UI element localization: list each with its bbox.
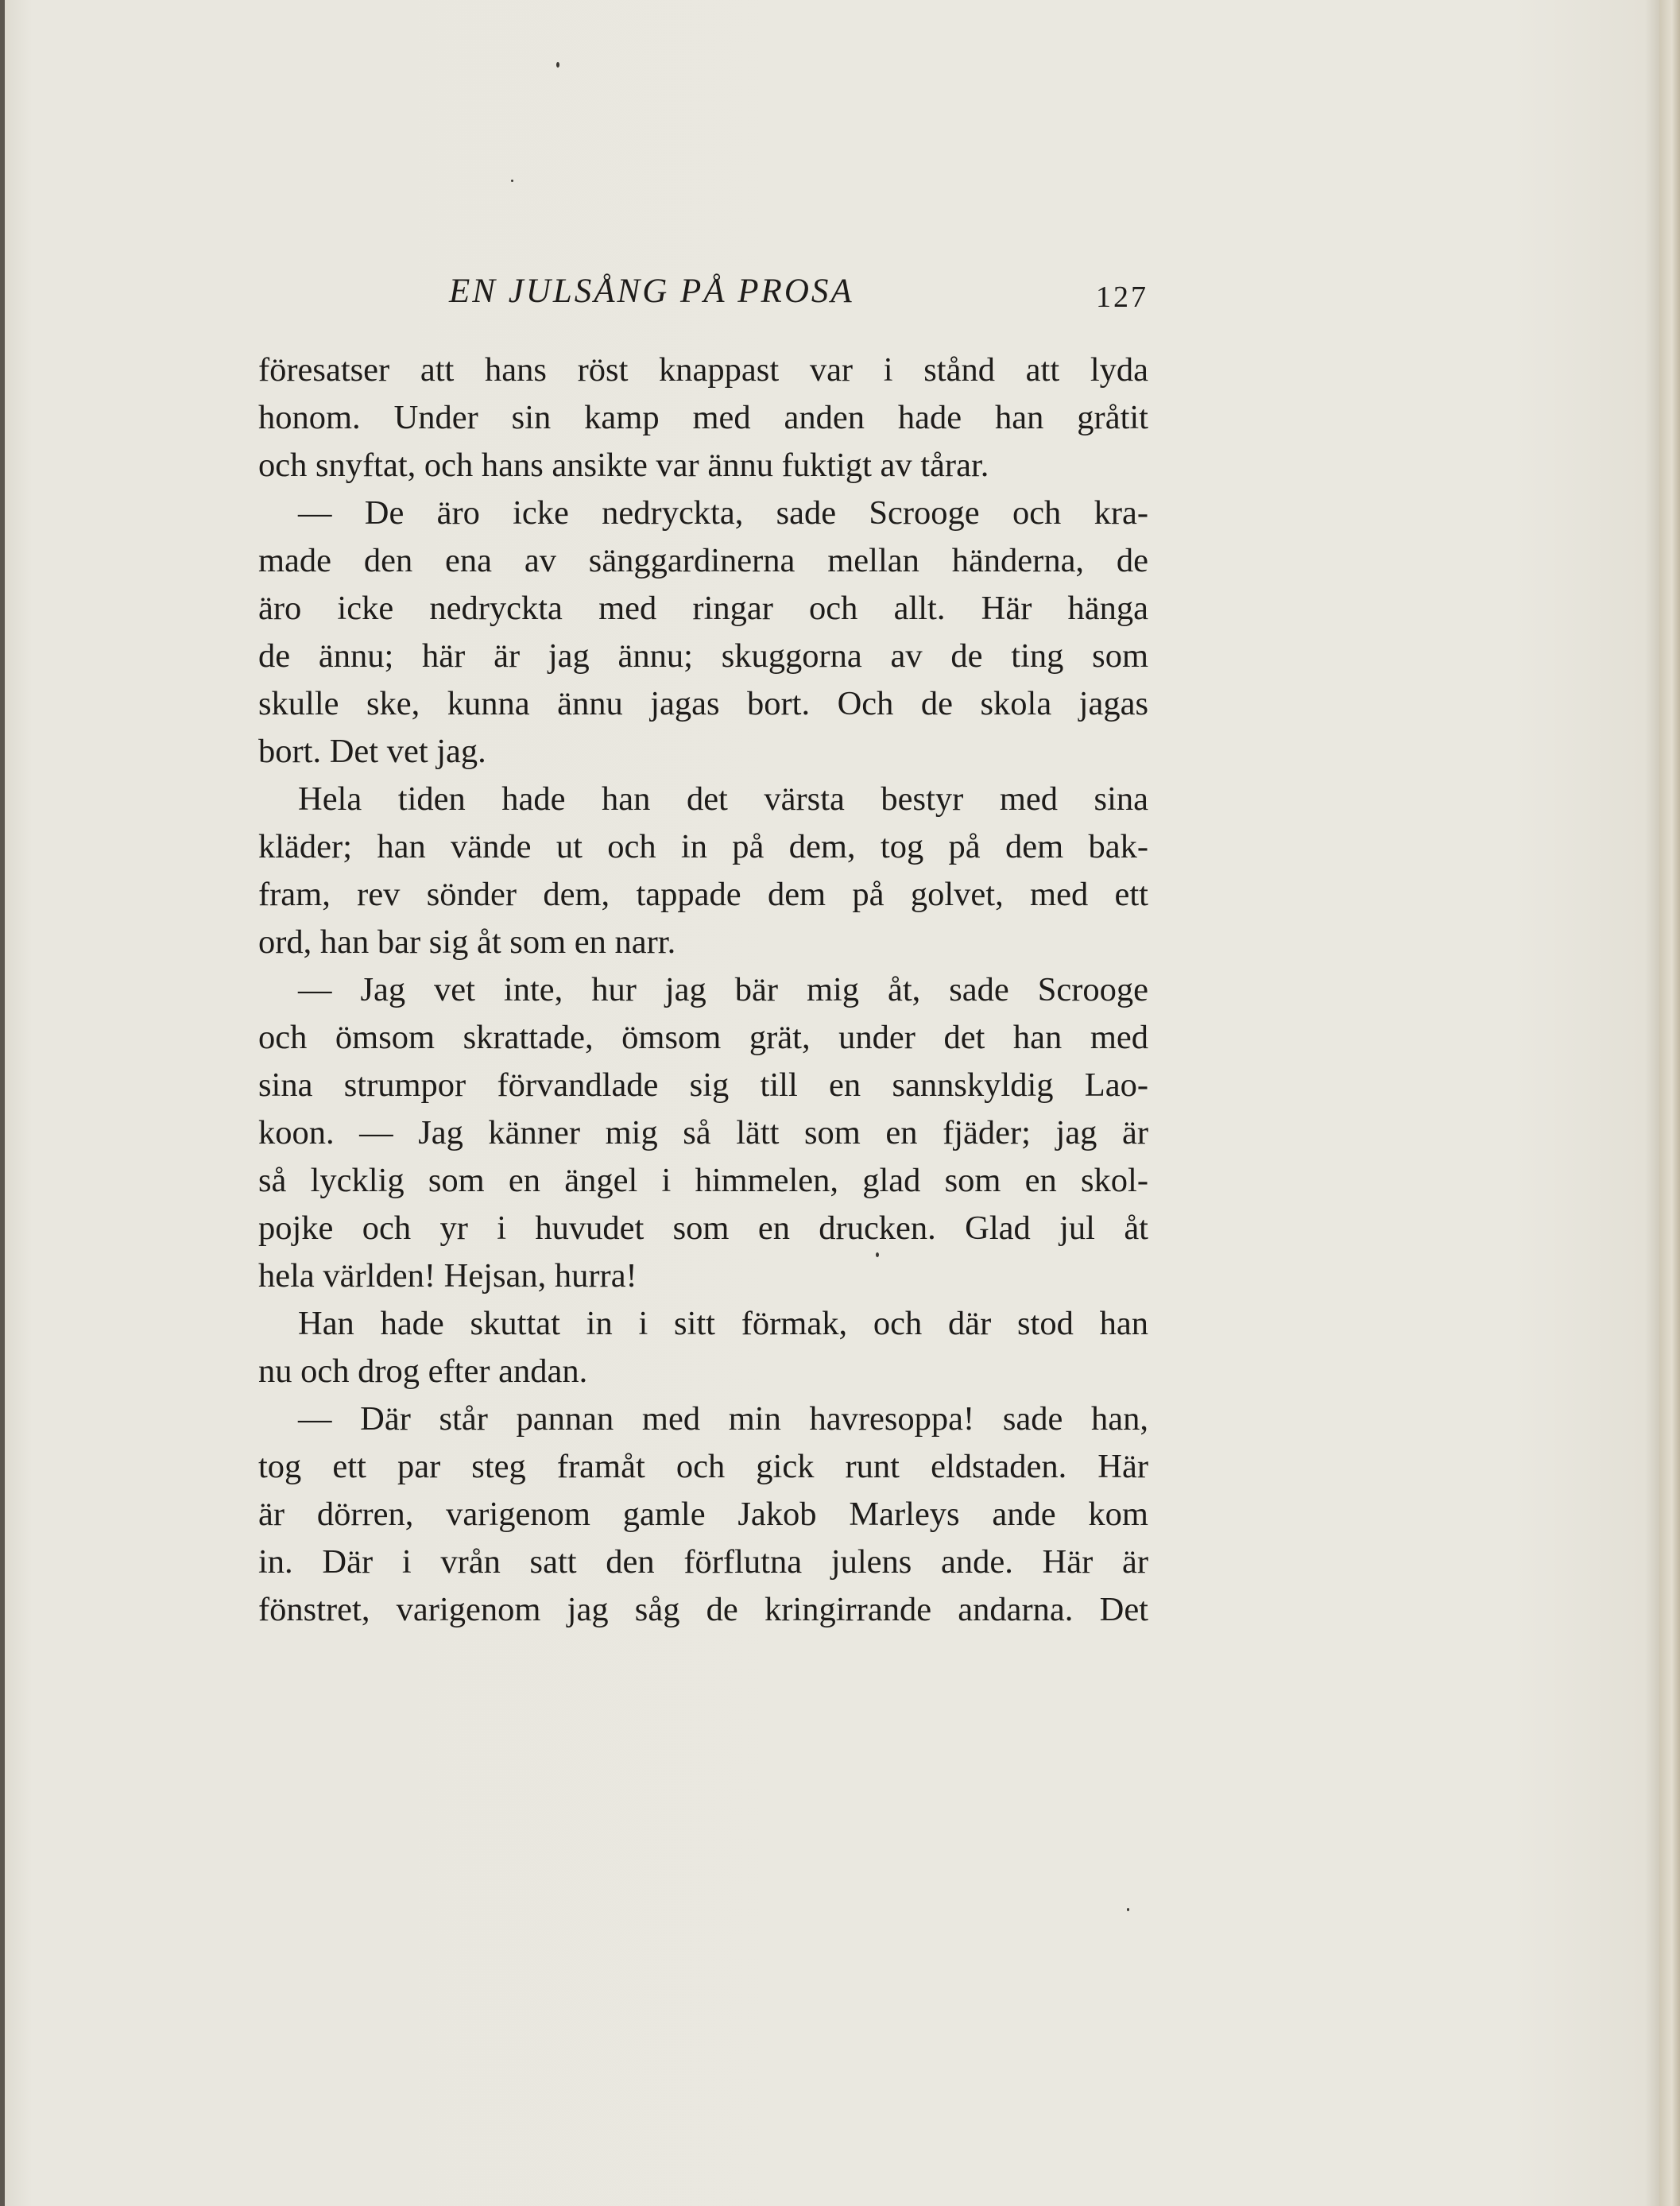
page-left-edge bbox=[0, 0, 5, 2206]
text-line: Han hade skuttat in i sitt förmak, och där stod han bbox=[298, 1305, 1148, 1342]
ink-speck bbox=[1127, 1908, 1129, 1911]
text-line: tog ett par steg framåt och gick runt eldstaden. Här bbox=[258, 1448, 1148, 1485]
text-line: kläder; han vände ut och in på dem, tog på dem bak- bbox=[258, 828, 1148, 865]
text-line: pojke och yr i huvudet som en drucken. Glad jul åt bbox=[258, 1209, 1148, 1247]
text-line: nu och drog efter andan. bbox=[258, 1353, 588, 1390]
ink-speck bbox=[511, 180, 513, 182]
text-line: så lycklig som en ängel i himmelen, glad som en skol- bbox=[258, 1162, 1148, 1199]
text-line: ord, han bar sig åt som en narr. bbox=[258, 923, 676, 961]
text-line: honom. Under sin kamp med anden hade han gråtit bbox=[258, 399, 1148, 436]
text-line: koon. — Jag känner mig så lätt som en fjäder; jag är bbox=[258, 1114, 1148, 1151]
text-line: fram, rev sönder dem, tappade dem på golvet, med ett bbox=[258, 876, 1148, 913]
text-line: — Där står pannan med min havresoppa! sade han, bbox=[298, 1400, 1148, 1438]
page-number: 127 bbox=[1096, 281, 1148, 314]
text-line: och snyftat, och hans ansikte var ännu fuktigt av tårar. bbox=[258, 447, 989, 484]
ink-speck bbox=[556, 62, 559, 68]
text-line: hela världen! Hejsan, hurra! bbox=[258, 1257, 637, 1295]
text-line: made den ena av sänggardinerna mellan händerna, de bbox=[258, 542, 1148, 579]
text-line: sina strumpor förvandlade sig till en sannskyldig Lao- bbox=[258, 1066, 1148, 1104]
text-line: föresatser att hans röst knappast var i stånd att lyda bbox=[258, 351, 1148, 389]
text-line: Hela tiden hade han det värsta bestyr med sina bbox=[298, 780, 1148, 818]
body-text bbox=[258, 346, 1148, 1634]
text-line: och ömsom skrattade, ömsom grät, under det han med bbox=[258, 1019, 1148, 1056]
text-line: äro icke nedryckta med ringar och allt. Här hänga bbox=[258, 590, 1148, 627]
text-line: bort. Det vet jag. bbox=[258, 733, 486, 770]
text-line: — Jag vet inte, hur jag bär mig åt, sade Scrooge bbox=[298, 971, 1148, 1008]
text-line: in. Där i vrån satt den förflutna julens ande. Här är bbox=[258, 1543, 1148, 1581]
page-header bbox=[258, 272, 1148, 327]
page-right-edge bbox=[1659, 0, 1680, 2206]
text-line: — De äro icke nedryckta, sade Scrooge och kra- bbox=[298, 494, 1148, 532]
text-line: de ännu; här är jag ännu; skuggorna av de ting som bbox=[258, 637, 1148, 675]
text-line: är dörren, varigenom gamle Jakob Marleys ande kom bbox=[258, 1496, 1148, 1533]
text-line: fönstret, varigenom jag såg de kringirrande andarna. Det bbox=[258, 1591, 1148, 1628]
text-line: skulle ske, kunna ännu jagas bort. Och de skola jagas bbox=[258, 685, 1148, 722]
running-title: EN JULSÅNG PÅ PROSA bbox=[449, 273, 854, 310]
